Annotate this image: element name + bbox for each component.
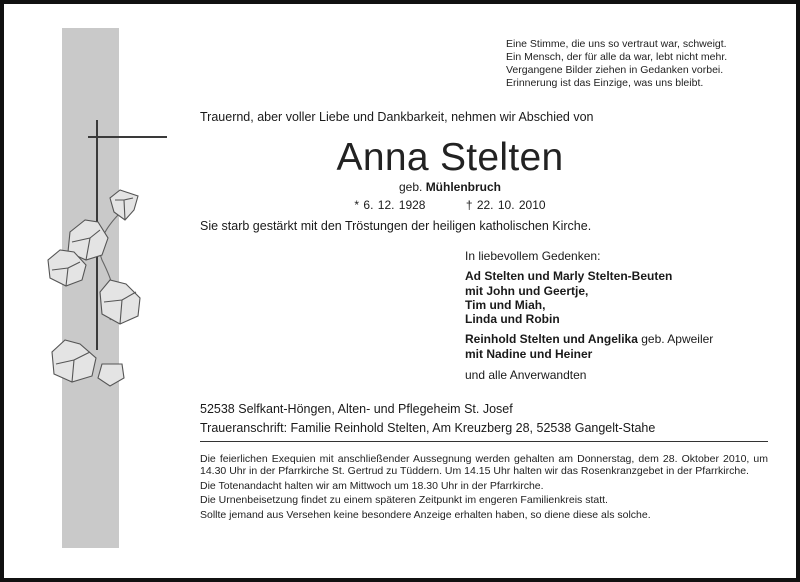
poem-line: Vergangene Bilder ziehen in Gedanken vorbei. <box>506 64 724 76</box>
death-date: † 22. 10. 2010 <box>465 198 546 212</box>
consolation-line: Sie starb gestärkt mit den Tröstungen der heiligen katholischen Kirche. <box>200 219 592 233</box>
cross-and-ivy-decoration <box>40 120 180 400</box>
note-exequien: Die feierlichen Exequien mit anschließender Aussegnung werden gehalten am Donnerstag, dem 28. Oktober 2010, um 14.30 Uhr in der Pfarrkirche St. Gertrud zu Tüddern. Um 14.15 Uhr halten wir das Rosenkranzgebet in der Pfarrkirche. <box>200 453 768 477</box>
born-name: Mühlenbruch <box>425 180 502 194</box>
life-dates <box>200 198 700 212</box>
poem-line: Eine Stimme, die uns so vertraut war, schweigt. <box>506 38 727 50</box>
mourners-block <box>465 249 785 382</box>
address-block <box>200 400 655 438</box>
poem <box>506 38 776 90</box>
mourner-line: Ad Stelten und Marly Stelten-Beuten <box>465 269 673 284</box>
mourner-line <box>465 332 785 346</box>
mourners-closing: und alle Anverwandten <box>465 368 587 383</box>
deceased-name: Anna Stelten <box>336 136 564 179</box>
poem-line: Erinnerung ist das Einzige, was uns bleibt. <box>506 77 704 89</box>
note-totenandacht: Die Totenandacht halten wir am Mittwoch um 18.30 Uhr in der Pfarrkirche. <box>200 479 544 492</box>
mourners-heading: In liebevollem Gedenken: <box>465 249 601 263</box>
mourner-line: mit John und Geertje, <box>465 283 589 298</box>
residence-address: 52538 Selfkant-Höngen, Alten- und Pflegeheim St. Josef <box>200 402 513 416</box>
divider <box>200 441 768 442</box>
note-urne: Die Urnenbeisetzung findet zu einem späteren Zeitpunkt im engeren Familienkreis statt. <box>200 494 608 507</box>
mourner-line: mit Nadine und Heiner <box>465 346 593 361</box>
mourner-born: geb. Apweiler <box>637 332 714 347</box>
note-anzeige: Sollte jemand aus Versehen keine besondere Anzeige erhalten haben, so diene diese als solche. <box>200 509 651 522</box>
birth-date: * 6. 12. 1928 <box>354 198 426 212</box>
birth-name <box>200 180 700 194</box>
funeral-notes <box>200 454 768 525</box>
mourner-line: Tim und Miah, <box>465 297 546 312</box>
mourner-name: Reinhold Stelten und Angelika <box>465 332 638 347</box>
intro-line: Trauernd, aber voller Liebe und Dankbarkeit, nehmen wir Abschied von <box>200 110 594 124</box>
poem-line: Ein Mensch, der für alle da war, lebt nicht mehr. <box>506 51 728 63</box>
ivy-leaves-icon <box>48 190 140 386</box>
born-prefix: geb. <box>398 180 423 194</box>
mourning-address: Traueranschrift: Familie Reinhold Stelten, Am Kreuzberg 28, 52538 Gangelt-Stahe <box>200 421 656 435</box>
mourner-line: Linda und Robin <box>465 312 560 327</box>
